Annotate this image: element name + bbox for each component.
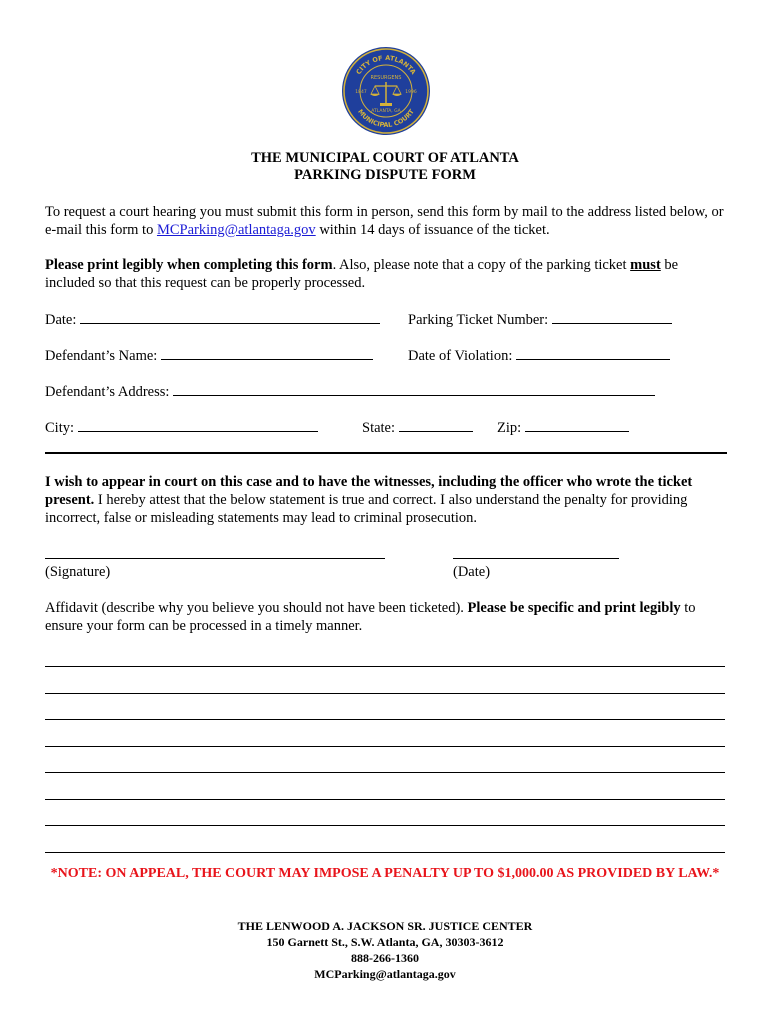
attestation-paragraph (45, 473, 725, 527)
svg-text:1996: 1996 (405, 90, 417, 95)
affidavit-line[interactable] (45, 772, 725, 773)
email-link[interactable]: MCParking@atlantaga.gov (156, 222, 316, 238)
date-field[interactable] (45, 310, 380, 329)
state-line[interactable] (399, 418, 473, 432)
date-of-violation-field[interactable] (408, 346, 670, 365)
affidavit-line[interactable] (45, 666, 725, 667)
affidavit-line[interactable] (45, 746, 725, 747)
city-field[interactable] (45, 418, 318, 437)
affidavit-line[interactable] (45, 825, 725, 826)
state-field[interactable] (362, 418, 473, 437)
zip-field[interactable] (497, 418, 629, 437)
state-label: State: (362, 420, 396, 436)
ticket-number-line[interactable] (552, 310, 672, 324)
zip-line[interactable] (525, 418, 629, 432)
svg-text:MUNICIPAL COURT: MUNICIPAL COURT (356, 107, 416, 130)
svg-text:ATLANTA, GA: ATLANTA, GA (371, 109, 401, 114)
instructions-paragraph (45, 256, 725, 292)
affidavit-bold: Please be specific and print legibly (467, 600, 681, 616)
affidavit-line[interactable] (45, 693, 725, 694)
intro-paragraph (45, 203, 725, 239)
affidavit-line[interactable] (45, 719, 725, 720)
city-line[interactable] (78, 418, 318, 432)
zip-label: Zip: (497, 420, 522, 436)
signature-label: (Signature) (45, 564, 111, 580)
attestation-bold: I wish to appear in court on this case and to have the witnesses, including the officer who wrote the ticket present. (45, 474, 693, 508)
instructions-bold: Please print legibly when completing this form (45, 257, 333, 273)
instructions-text: . Also, please note that a copy of the parking ticket (332, 257, 631, 273)
date-label: Date: (45, 312, 77, 328)
form-title-line2: PARKING DISPUTE FORM (294, 167, 476, 183)
section-divider (45, 452, 727, 454)
footer-email: MCParking@atlantaga.gov (314, 967, 456, 981)
attestation-text: I hereby attest that the below statement is true and correct. I also understand the penalty for providing incorrect, false or misleading statements may lead to criminal prosecution. (45, 492, 688, 526)
city-label: City: (45, 420, 75, 436)
defendant-address-line[interactable] (173, 382, 655, 396)
signature-date-line[interactable] (453, 558, 619, 559)
defendant-name-line[interactable] (161, 346, 373, 360)
date-line[interactable] (80, 310, 380, 324)
affidavit-line[interactable] (45, 799, 725, 800)
footer-line1: THE LENWOOD A. JACKSON SR. JUSTICE CENTER (237, 919, 533, 933)
affidavit-line[interactable] (45, 852, 725, 853)
defendant-name-field[interactable] (45, 346, 373, 365)
date-of-violation-line[interactable] (516, 346, 670, 360)
svg-text:RESURGENS: RESURGENS (370, 75, 402, 81)
intro-text-end: within 14 days of issuance of the ticket. (315, 222, 550, 238)
signature-line[interactable] (45, 558, 385, 559)
must-emphasis: must (630, 257, 661, 273)
defendant-address-field[interactable] (45, 382, 655, 401)
intro-text: To request a court hearing you must submit this form in person, send this form by mail to the address listed below, or e-mail this form to (45, 204, 724, 238)
ticket-number-label: Parking Ticket Number: (408, 312, 549, 328)
ticket-number-field[interactable] (408, 310, 672, 329)
penalty-note: *NOTE: ON APPEAL, THE COURT MAY IMPOSE A PENALTY UP TO $1,000.00 AS PROVIDED BY LAW.* (50, 866, 720, 881)
svg-text:1847: 1847 (355, 90, 367, 95)
defendant-address-label: Defendant’s Address: (45, 384, 170, 400)
footer-address (0, 918, 770, 982)
affidavit-text-end: to ensure your form can be processed in a timely manner. (45, 600, 696, 634)
affidavit-text: Affidavit (describe why you believe you should not have been ticketed). (45, 600, 468, 616)
city-seal (341, 46, 431, 136)
form-title-line1: THE MUNICIPAL COURT OF ATLANTA (251, 150, 519, 166)
footer-line2: 150 Garnett St., S.W. Atlanta, GA, 30303-3612 (266, 935, 504, 949)
defendant-name-label: Defendant’s Name: (45, 348, 158, 364)
signature-date-label: (Date) (453, 564, 491, 580)
footer-phone: 888-266-1360 (351, 951, 419, 965)
affidavit-paragraph (45, 599, 725, 635)
date-of-violation-label: Date of Violation: (408, 348, 513, 364)
svg-text:CITY OF ATLANTA: CITY OF ATLANTA (354, 53, 418, 77)
instructions-text-end: be included so that this request can be properly processed. (45, 257, 679, 291)
